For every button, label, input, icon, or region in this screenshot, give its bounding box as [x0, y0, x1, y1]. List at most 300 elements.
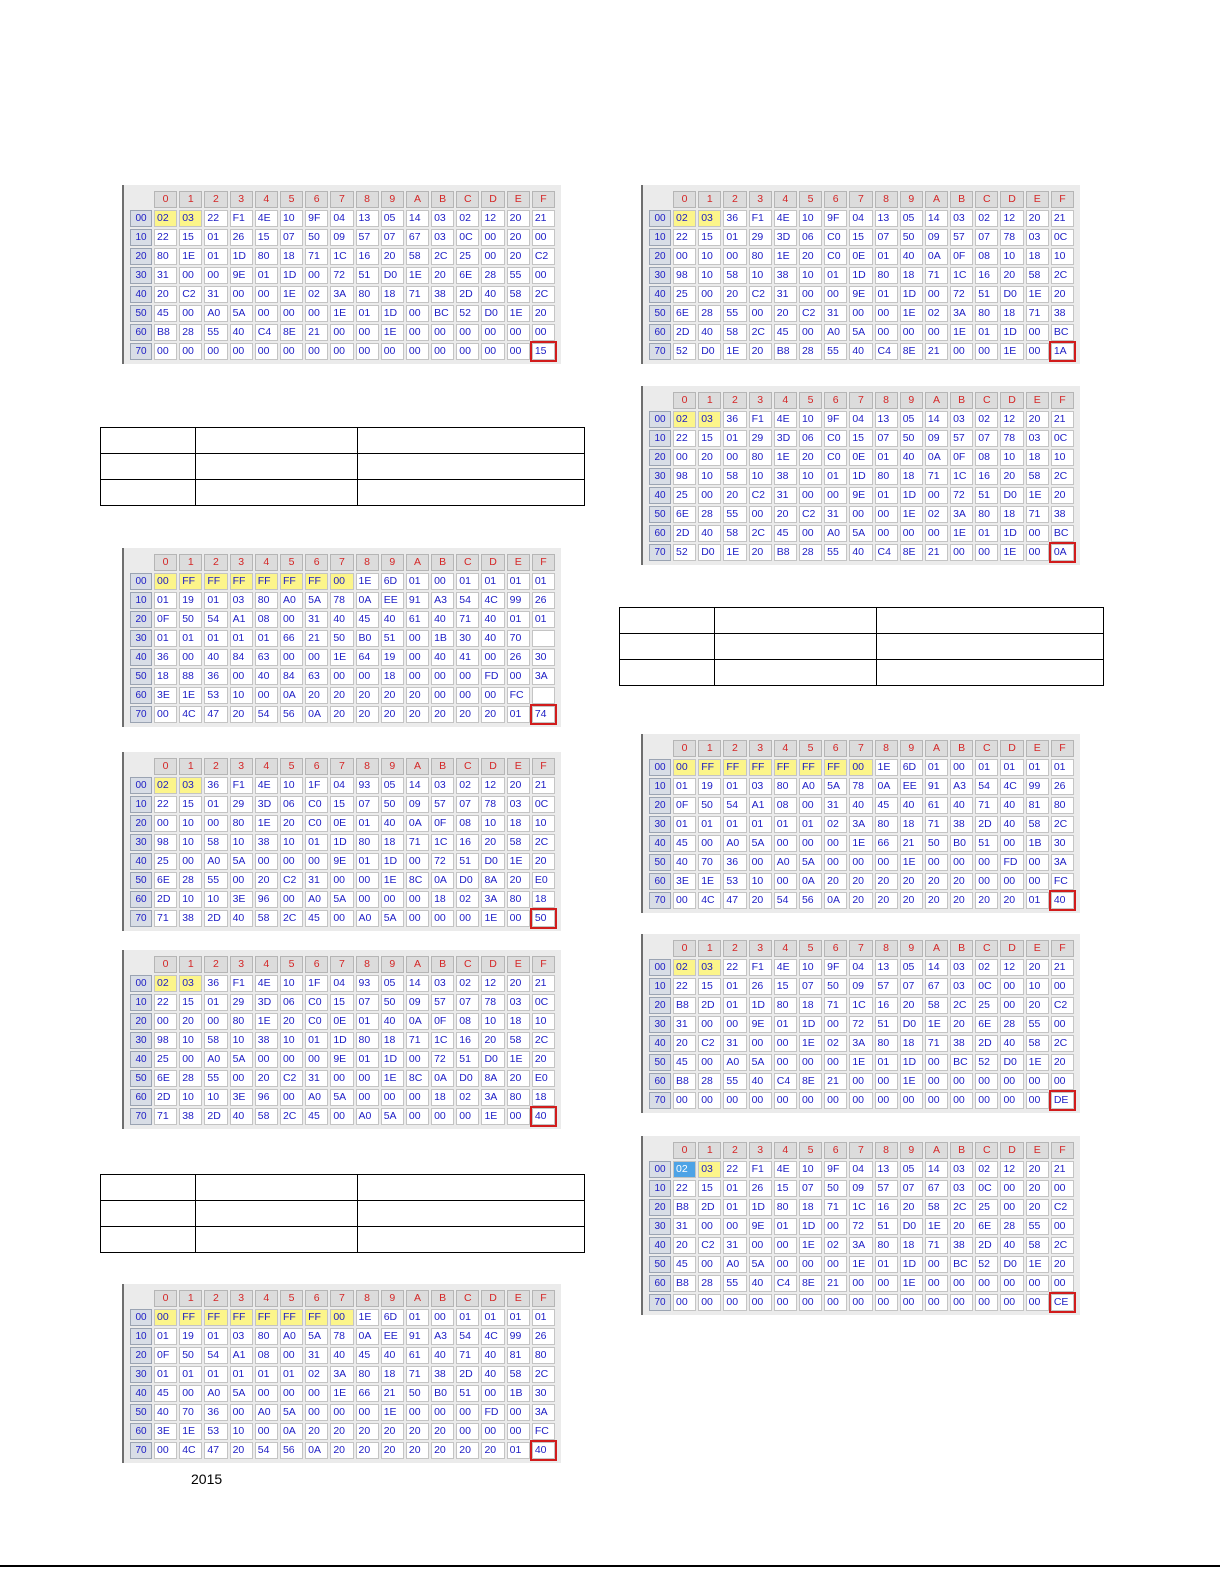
hex-byte-cell: 12: [1000, 959, 1023, 976]
column-header: F: [532, 1290, 555, 1307]
column-header: C: [456, 956, 479, 973]
row-header: 00: [649, 210, 671, 227]
hex-byte-cell: 1E: [774, 449, 797, 466]
hex-byte-cell: 01: [204, 1328, 227, 1345]
hex-byte-cell: 40: [1000, 797, 1023, 814]
column-header: 5: [799, 1142, 822, 1159]
checksum-cell: CE: [1051, 1294, 1074, 1311]
hex-byte-cell: 00: [406, 1404, 429, 1421]
hex-byte-cell: C0: [824, 430, 847, 447]
column-header: E: [507, 1290, 530, 1307]
hex-byte-cell: 03: [950, 411, 973, 428]
hex-byte-cell: 22: [154, 796, 177, 813]
hex-byte-cell: 00: [849, 506, 872, 523]
row-header: 30: [130, 1366, 152, 1383]
hex-byte-cell: 5A: [230, 853, 253, 870]
column-header: 4: [255, 554, 278, 571]
hex-byte-cell: 00: [950, 1073, 973, 1090]
hex-byte-cell: 3E: [154, 687, 177, 704]
hex-byte-cell: 00: [1051, 1275, 1074, 1292]
hex-byte-cell: 50: [900, 229, 923, 246]
hex-byte-cell: 1E: [799, 1035, 822, 1052]
hex-byte-cell: 3A: [1051, 854, 1074, 871]
hex-byte-cell: 0A: [305, 1442, 328, 1459]
hex-byte-cell: 71: [154, 910, 177, 927]
empty-table-left-top: [100, 427, 585, 506]
hex-byte-cell: 18: [507, 1013, 530, 1030]
hex-byte-cell: 8E: [799, 1275, 822, 1292]
hex-byte-cell: 50: [824, 1180, 847, 1197]
hex-byte-cell: 50: [381, 796, 404, 813]
hex-byte-cell: 71: [925, 1237, 948, 1254]
hex-byte-cell: 1E: [1026, 1054, 1049, 1071]
hex-byte-cell: B8: [774, 343, 797, 360]
hex-row: [649, 873, 1074, 890]
column-header: C: [456, 758, 479, 775]
hex-byte-cell: B8: [673, 1275, 696, 1292]
hex-byte-cell: 3D: [774, 229, 797, 246]
hex-row: [130, 872, 555, 889]
hex-byte-cell: 47: [723, 892, 746, 909]
hex-byte-cell: 20: [356, 1442, 379, 1459]
hex-byte-cell: 71: [925, 1035, 948, 1052]
hex-byte-cell: 01: [255, 267, 278, 284]
hex-byte-cell: 01: [204, 1366, 227, 1383]
hex-byte-cell: 1D: [381, 1051, 404, 1068]
hex-byte-cell: 01: [875, 248, 898, 265]
hex-byte-cell: A0: [723, 835, 746, 852]
hex-byte-cell: 80: [975, 506, 998, 523]
hex-byte-cell: 00: [305, 305, 328, 322]
hex-byte-cell: 03: [431, 777, 454, 794]
hex-byte-cell: 55: [723, 305, 746, 322]
hex-byte-cell: 14: [925, 1161, 948, 1178]
hex-byte-cell: 30: [456, 630, 479, 647]
hex-byte-cell: 9E: [749, 1218, 772, 1235]
column-header: 8: [356, 554, 379, 571]
column-header: 8: [875, 191, 898, 208]
row-header: 00: [649, 959, 671, 976]
hex-byte-cell: 9F: [824, 411, 847, 428]
hex-byte-cell: 2C: [280, 910, 303, 927]
hex-byte-cell: 10: [799, 267, 822, 284]
hex-byte-cell: 71: [824, 1199, 847, 1216]
column-header: 6: [824, 392, 847, 409]
hex-byte-cell: 00: [280, 649, 303, 666]
hex-byte-cell: 63: [305, 668, 328, 685]
hex-row: [130, 777, 555, 794]
hex-byte-cell: 00: [1026, 873, 1049, 890]
hex-byte-cell: 00: [154, 1013, 177, 1030]
hex-byte-cell: 54: [456, 592, 479, 609]
hex-byte-cell: 80: [875, 1237, 898, 1254]
hex-byte-cell: 1E: [1026, 487, 1049, 504]
hex-byte-cell: 20: [749, 544, 772, 561]
hex-byte-cell: 02: [456, 975, 479, 992]
hex-byte-cell: 2C: [1051, 267, 1074, 284]
hex-byte-cell: FF: [179, 1309, 202, 1326]
hex-byte-cell: 00: [975, 544, 998, 561]
hex-byte-cell: 81: [507, 1347, 530, 1364]
column-header: C: [456, 191, 479, 208]
column-header: 3: [749, 191, 772, 208]
column-header: 9: [900, 740, 923, 757]
row-header: 10: [130, 994, 152, 1011]
hex-byte-cell: 1E: [381, 324, 404, 341]
hex-row: [130, 267, 555, 284]
column-header: 0: [673, 191, 696, 208]
hex-byte-cell: 00: [330, 1108, 353, 1125]
hex-byte-cell: 14: [925, 411, 948, 428]
hex-byte-cell: 20: [723, 286, 746, 303]
row-header: 10: [130, 229, 152, 246]
row-header: 70: [130, 1442, 152, 1459]
column-header: F: [532, 956, 555, 973]
hex-byte-cell: 03: [507, 994, 530, 1011]
hex-byte-cell: 00: [673, 248, 696, 265]
hex-byte-cell: 45: [673, 835, 696, 852]
hex-byte-cell: D0: [698, 544, 721, 561]
hex-byte-cell: 96: [255, 891, 278, 908]
hex-byte-cell: 70: [179, 1404, 202, 1421]
hex-byte-cell: 31: [673, 1218, 696, 1235]
hex-byte-cell: 00: [507, 324, 530, 341]
hex-byte-cell: 08: [975, 449, 998, 466]
column-header: 7: [849, 191, 872, 208]
hex-byte-cell: 10: [698, 267, 721, 284]
hex-byte-cell: 2D: [698, 997, 721, 1014]
hex-byte-cell: 20: [925, 873, 948, 890]
row-header: 20: [649, 997, 671, 1014]
hex-byte-cell: 18: [154, 668, 177, 685]
hex-row: [649, 525, 1074, 542]
column-header: B: [431, 758, 454, 775]
hex-byte-cell: [532, 630, 555, 647]
hex-byte-cell: FC: [532, 1423, 555, 1440]
hex-byte-cell: C2: [280, 872, 303, 889]
hex-byte-cell: 00: [824, 487, 847, 504]
hex-corner: [649, 392, 671, 409]
hex-byte-cell: 00: [1051, 1073, 1074, 1090]
hex-byte-cell: 1D: [900, 286, 923, 303]
hex-byte-cell: 00: [723, 1294, 746, 1311]
hex-byte-cell: 20: [507, 229, 530, 246]
hex-byte-cell: 72: [330, 267, 353, 284]
row-header: 40: [130, 649, 152, 666]
hex-byte-cell: 40: [673, 854, 696, 871]
hex-byte-cell: 00: [774, 1054, 797, 1071]
hex-row: [130, 668, 555, 685]
hex-byte-cell: 2C: [950, 997, 973, 1014]
hex-byte-cell: 01: [749, 816, 772, 833]
table-cell: [101, 428, 196, 454]
hex-byte-cell: 2D: [456, 286, 479, 303]
hex-byte-cell: 00: [330, 573, 353, 590]
hex-byte-cell: 00: [1051, 1016, 1074, 1033]
hex-byte-cell: 1E: [255, 1013, 278, 1030]
hex-byte-cell: 00: [1051, 1180, 1074, 1197]
hex-byte-cell: A0: [356, 1108, 379, 1125]
hex-byte-cell: 00: [975, 873, 998, 890]
hex-byte-cell: 00: [230, 1404, 253, 1421]
hex-byte-cell: 00: [875, 1092, 898, 1109]
hex-byte-cell: 01: [723, 1199, 746, 1216]
hex-byte-cell: BC: [1051, 324, 1074, 341]
hex-byte-cell: C4: [774, 1275, 797, 1292]
row-header: 00: [130, 975, 152, 992]
hex-byte-cell: 05: [381, 975, 404, 992]
hex-byte-cell: 16: [975, 267, 998, 284]
hex-byte-cell: 03: [179, 975, 202, 992]
column-header: 2: [204, 1290, 227, 1307]
row-header: 20: [130, 815, 152, 832]
hex-byte-cell: 20: [456, 706, 479, 723]
hex-byte-cell: 00: [381, 343, 404, 360]
row-header: 00: [130, 210, 152, 227]
hex-byte-cell: 20: [698, 449, 721, 466]
hex-byte-cell: 18: [1000, 305, 1023, 322]
hex-byte-cell: A0: [824, 324, 847, 341]
column-header: 4: [774, 1142, 797, 1159]
hex-byte-cell: 20: [900, 997, 923, 1014]
hex-byte-cell: A0: [280, 1328, 303, 1345]
hex-byte-cell: 54: [204, 1347, 227, 1364]
hex-byte-cell: 21: [824, 1073, 847, 1090]
hex-byte-cell: 22: [204, 210, 227, 227]
hex-byte-cell: 55: [723, 1073, 746, 1090]
hex-byte-cell: 91: [406, 592, 429, 609]
hex-byte-cell: 00: [698, 286, 721, 303]
hex-byte-cell: 00: [925, 487, 948, 504]
hex-row: [130, 1070, 555, 1087]
hex-byte-cell: 20: [749, 892, 772, 909]
hex-byte-cell: 00: [305, 853, 328, 870]
hex-byte-cell: 4C: [179, 1442, 202, 1459]
hex-byte-cell: 02: [673, 1161, 696, 1178]
table-cell: [358, 1201, 585, 1227]
hex-row: [649, 449, 1074, 466]
hex-byte-cell: 1D: [900, 487, 923, 504]
hex-byte-cell: 00: [849, 854, 872, 871]
hex-byte-cell: 20: [507, 777, 530, 794]
hex-row: [649, 305, 1074, 322]
column-header: 6: [305, 191, 328, 208]
hex-byte-cell: 0A: [431, 872, 454, 889]
column-header: A: [925, 740, 948, 757]
hex-byte-cell: 00: [925, 286, 948, 303]
hex-byte-cell: 3A: [330, 1366, 353, 1383]
hex-byte-cell: 51: [381, 630, 404, 647]
hex-byte-cell: 02: [305, 286, 328, 303]
hex-byte-cell: 01: [255, 1366, 278, 1383]
column-header: A: [925, 940, 948, 957]
hex-byte-cell: 01: [356, 1013, 379, 1030]
checksum-cell: 40: [532, 1442, 555, 1459]
footer-divider: [0, 1565, 1220, 1567]
hex-byte-cell: 00: [698, 1294, 721, 1311]
hex-row: [130, 1032, 555, 1049]
hex-byte-cell: 03: [950, 1180, 973, 1197]
hex-byte-cell: 71: [925, 468, 948, 485]
hex-byte-cell: 20: [1000, 468, 1023, 485]
hex-byte-cell: 36: [204, 975, 227, 992]
hex-byte-cell: 01: [481, 1309, 504, 1326]
hex-byte-cell: 0A: [925, 248, 948, 265]
hex-byte-cell: 55: [1026, 1016, 1049, 1033]
hex-byte-cell: 6D: [900, 759, 923, 776]
hex-byte-cell: 01: [507, 611, 530, 628]
hex-byte-cell: 0A: [356, 592, 379, 609]
hex-byte-cell: 18: [1026, 248, 1049, 265]
hex-row: [130, 1013, 555, 1030]
hex-byte-cell: 2D: [154, 891, 177, 908]
hex-byte-cell: 36: [723, 854, 746, 871]
hex-byte-cell: 3A: [532, 1404, 555, 1421]
hex-byte-cell: 10: [1000, 248, 1023, 265]
hex-byte-cell: 10: [698, 468, 721, 485]
hex-byte-cell: 10: [204, 891, 227, 908]
hex-byte-cell: 00: [406, 305, 429, 322]
hex-byte-cell: 01: [925, 759, 948, 776]
hex-byte-cell: 2D: [698, 1199, 721, 1216]
hex-row: [649, 1073, 1074, 1090]
hex-byte-cell: 00: [305, 267, 328, 284]
hex-byte-cell: 4E: [774, 1161, 797, 1178]
hex-byte-cell: 1D: [230, 248, 253, 265]
hex-byte-cell: 09: [925, 430, 948, 447]
hex-byte-cell: 08: [456, 815, 479, 832]
hex-byte-cell: 0C: [975, 978, 998, 995]
hex-byte-cell: 0E: [330, 1013, 353, 1030]
hex-byte-cell: 1E: [406, 267, 429, 284]
hex-row: [130, 1089, 555, 1106]
hex-byte-cell: 38: [950, 816, 973, 833]
hex-byte-cell: 66: [875, 835, 898, 852]
hex-byte-cell: 01: [406, 573, 429, 590]
row-header: 50: [130, 1404, 152, 1421]
hex-byte-cell: 00: [431, 1108, 454, 1125]
hex-byte-cell: 12: [481, 777, 504, 794]
hex-byte-cell: 02: [975, 1161, 998, 1178]
table-cell: [715, 608, 877, 634]
hex-byte-cell: 1E: [507, 853, 530, 870]
hex-byte-cell: 0C: [975, 1180, 998, 1197]
hex-byte-cell: 18: [900, 1237, 923, 1254]
hex-byte-cell: 00: [204, 343, 227, 360]
hex-byte-cell: B8: [154, 324, 177, 341]
hex-byte-cell: 00: [975, 1073, 998, 1090]
column-header: A: [925, 1142, 948, 1159]
hex-byte-cell: 02: [673, 959, 696, 976]
hex-byte-cell: 00: [1026, 343, 1049, 360]
hex-byte-cell: B0: [950, 835, 973, 852]
column-header: 0: [673, 1142, 696, 1159]
hex-byte-cell: 21: [925, 544, 948, 561]
hex-byte-cell: 0E: [330, 815, 353, 832]
hex-byte-cell: 50: [179, 1347, 202, 1364]
hex-byte-cell: 71: [1026, 506, 1049, 523]
row-header: 40: [649, 487, 671, 504]
hex-byte-cell: FF: [230, 573, 253, 590]
hex-row: [649, 506, 1074, 523]
hex-byte-cell: 00: [1000, 835, 1023, 852]
hex-byte-cell: 5A: [230, 1051, 253, 1068]
hex-byte-cell: 00: [330, 668, 353, 685]
row-header: 40: [130, 1385, 152, 1402]
hex-byte-cell: 1F: [305, 975, 328, 992]
column-header: 3: [230, 554, 253, 571]
hex-byte-cell: 1D: [330, 1032, 353, 1049]
hex-byte-cell: 00: [1000, 997, 1023, 1014]
hex-byte-cell: 55: [1026, 1218, 1049, 1235]
hex-byte-cell: 40: [204, 649, 227, 666]
column-header: A: [406, 554, 429, 571]
hex-byte-cell: 40: [900, 449, 923, 466]
column-header: 0: [154, 1290, 177, 1307]
hex-byte-cell: 20: [154, 286, 177, 303]
hex-byte-cell: 00: [1026, 324, 1049, 341]
hex-byte-cell: [532, 687, 555, 704]
hex-byte-cell: 07: [875, 430, 898, 447]
hex-byte-cell: 78: [1000, 430, 1023, 447]
hex-byte-cell: 2C: [749, 525, 772, 542]
column-header: 9: [381, 758, 404, 775]
hex-byte-cell: 78: [330, 1328, 353, 1345]
column-header: 4: [255, 191, 278, 208]
hex-row: [649, 267, 1074, 284]
hex-byte-cell: D0: [456, 1070, 479, 1087]
hex-byte-cell: 20: [356, 1423, 379, 1440]
checksum-cell: 40: [532, 1108, 555, 1125]
hex-byte-cell: 05: [381, 210, 404, 227]
hex-byte-cell: 31: [154, 267, 177, 284]
hex-byte-cell: 80: [507, 1089, 530, 1106]
hex-byte-cell: A0: [723, 1256, 746, 1273]
table-cell: [101, 454, 196, 480]
hex-byte-cell: 07: [875, 229, 898, 246]
hex-byte-cell: 00: [507, 910, 530, 927]
column-header: 9: [900, 1142, 923, 1159]
hex-byte-cell: 31: [305, 1070, 328, 1087]
hex-byte-cell: 00: [698, 1218, 721, 1235]
column-header: B: [950, 392, 973, 409]
hex-byte-cell: 20: [381, 1442, 404, 1459]
hex-byte-cell: 10: [280, 210, 303, 227]
hex-row: [649, 487, 1074, 504]
hex-byte-cell: 91: [925, 778, 948, 795]
row-header: 50: [130, 305, 152, 322]
column-header: 2: [723, 740, 746, 757]
hex-byte-cell: 45: [774, 324, 797, 341]
hex-row: [649, 468, 1074, 485]
hex-byte-cell: 00: [799, 797, 822, 814]
hex-byte-cell: 25: [456, 248, 479, 265]
column-header: A: [925, 191, 948, 208]
hex-byte-cell: 00: [154, 1309, 177, 1326]
hex-byte-cell: 18: [381, 834, 404, 851]
hex-byte-cell: 5A: [330, 1089, 353, 1106]
hex-byte-cell: C2: [280, 1070, 303, 1087]
table-cell: [196, 428, 358, 454]
hex-byte-cell: 00: [179, 267, 202, 284]
hex-byte-cell: 52: [456, 305, 479, 322]
hex-byte-cell: 38: [431, 286, 454, 303]
hex-byte-cell: 31: [824, 797, 847, 814]
hex-byte-cell: 00: [774, 873, 797, 890]
hex-dump-left-2: [122, 548, 561, 727]
hex-byte-cell: B8: [673, 1199, 696, 1216]
row-header: 30: [649, 816, 671, 833]
